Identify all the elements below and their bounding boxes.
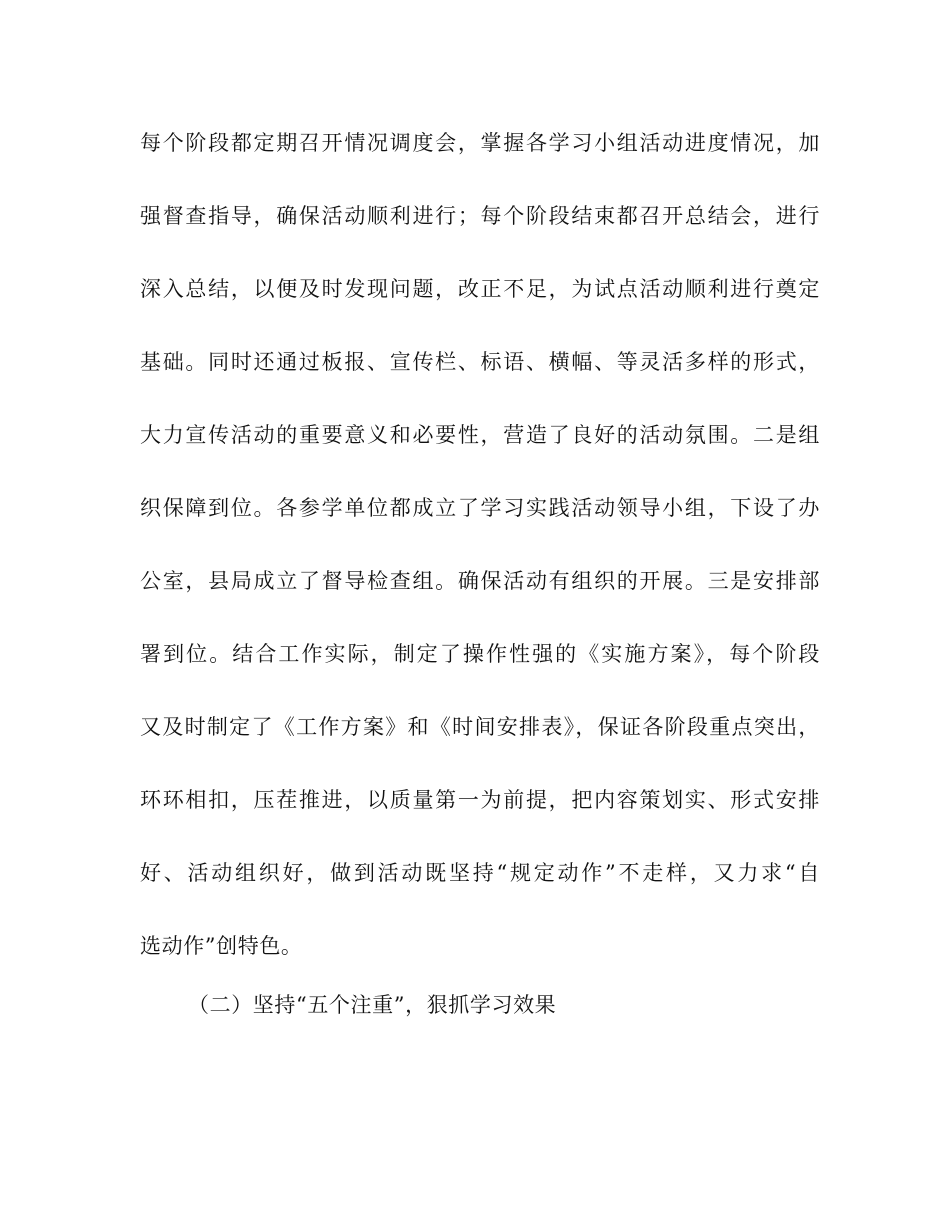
paragraph-line-6: 织保障到位。各参学单位都成立了学习实践活动领导小组，下设了办 bbox=[140, 496, 820, 520]
paragraph-line-4: 基础。同时还通过板报、宣传栏、标语、横幅、等灵活多样的形式， bbox=[140, 350, 820, 374]
paragraph-line-5: 大力宣传活动的重要意义和必要性，营造了良好的活动氛围。二是组 bbox=[140, 423, 820, 447]
paragraph-line-1: 每个阶段都定期召开情况调度会，掌握各学习小组活动进度情况，加 bbox=[140, 131, 820, 155]
paragraph-line-12: 选动作”创特色。 bbox=[140, 934, 303, 958]
paragraph-line-2: 强督查指导，确保活动顺利进行；每个阶段结束都召开总结会，进行 bbox=[140, 204, 820, 228]
paragraph-line-8: 署到位。结合工作实际，制定了操作性强的《实施方案》，每个阶段 bbox=[140, 642, 820, 666]
paragraph-line-11: 好、活动组织好，做到活动既坚持“规定动作”不走样，又力求“自 bbox=[140, 861, 820, 885]
section-heading: （二）坚持“五个注重”，狠抓学习效果 bbox=[188, 993, 557, 1017]
paragraph-line-9: 又及时制定了《工作方案》和《时间安排表》，保证各阶段重点突出， bbox=[140, 715, 820, 739]
paragraph-line-7: 公室，县局成立了督导检查组。确保活动有组织的开展。三是安排部 bbox=[140, 569, 820, 593]
paragraph-line-10: 环环相扣，压茬推进，以质量第一为前提，把内容策划实、形式安排 bbox=[140, 788, 820, 812]
paragraph-line-3: 深入总结，以便及时发现问题，改正不足，为试点活动顺利进行奠定 bbox=[140, 277, 820, 301]
